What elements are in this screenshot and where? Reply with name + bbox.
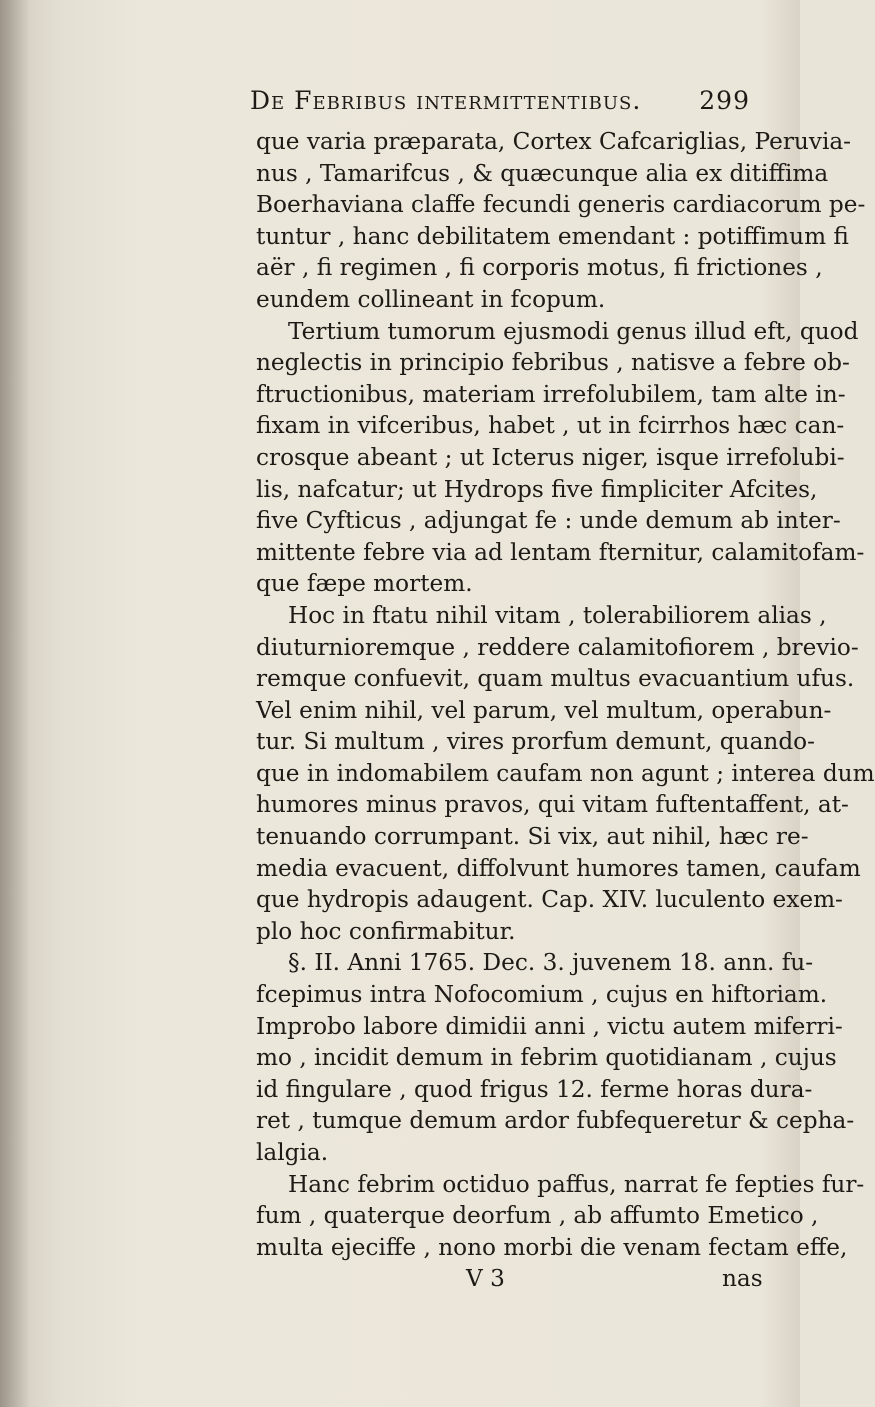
text-line: que varia præparata, Cortex Cafcariglias, Peruvia- [256,128,852,155]
page-footer [256,1263,776,1295]
text-line: que hydropis adaugent. Cap. XIV. luculento exem- [256,886,843,914]
text-line: lis, nafcatur; ut Hydrops five fimpliciter Afcites, [256,475,818,503]
page-number: 299 [699,86,750,115]
text-line: humores minus pravos, qui vitam fuftentaffent, at- [256,791,849,819]
text-line: tenuando corrumpant. Si vix, aut nihil, hæc re- [256,823,809,851]
running-header [250,86,750,115]
signature-mark: V 3 [466,1265,505,1293]
text-line: ftructionibus, materiam irrefolubilem, tam alte in- [256,380,846,408]
text-line: fcepimus intra Nofocomium , cujus en hiftoriam. [256,981,828,1009]
text-line: five Cyfticus , adjungat fe : unde demum ab inter- [256,507,841,535]
text-line: que in indomabilem caufam non agunt ; interea dum [256,759,875,787]
main-text [256,126,875,1295]
text-line: remque confuevit, quam multus evacuantium ufus. [256,665,855,693]
text-line: crosque abeant ; ut Icterus niger, isque irrefolubi- [256,443,845,471]
text-line: plo hoc confirmabitur. [256,917,516,945]
text-line: media evacuent, diffolvunt humores tamen, caufam [256,854,861,882]
running-title: De Febribus intermittentibus. [250,86,642,115]
text-line: que fæpe mortem. [256,570,473,598]
text-line: Improbo labore dimidii anni , victu autem miferri- [256,1012,843,1040]
text-line: tuntur , hanc debilitatem emendant : potiffimum fi [256,222,849,250]
text-line: mo , incidit demum in febrim quotidianam , cujus [256,1044,837,1072]
text-line: multa ejeciffe , nono morbi die venam fectam effe, [256,1233,848,1261]
text-line: id fingulare , quod frigus 12. ferme horas dura- [256,1075,813,1103]
text-line: ret , tumque demum ardor fubfequeretur & cepha- [256,1107,855,1135]
text-line: tur. Si multum , vires prorfum demunt, quando- [256,728,815,756]
text-line: Boerhaviana claffe fecundi generis cardiacorum pe- [256,191,866,219]
paragraph-start-line: Tertium tumorum ejusmodi genus illud eft, quod [288,317,859,345]
text-line: eundem collineant in fcopum. [256,285,606,313]
paragraph-start-line: §. II. Anni 1765. Dec. 3. juvenem 18. ann. fu- [288,949,814,977]
page-gutter-shadow [0,0,30,1407]
text-line: neglectis in principio febribus , natisve a febre ob- [256,349,850,377]
paragraph-start-line: Hanc febrim octiduo paffus, narrat fe fepties fur- [288,1170,865,1198]
text-line: fixam in vifceribus, habet , ut in fcirrhos hæc can- [256,412,845,440]
text-line: fum , quaterque deorfum , ab affumto Emetico , [256,1202,819,1230]
text-line: mittente febre via ad lentam fternitur, calamitofam- [256,538,865,566]
paragraph-start-line: Hoc in ftatu nihil vitam , tolerabiliorem alias , [288,601,827,629]
catchword: nas [722,1265,763,1293]
text-line: lalgia. [256,1139,329,1166]
text-line: nus , Tamarifcus , & quæcunque alia ex ditiffima [256,159,829,187]
text-line: Vel enim nihil, vel parum, vel multum, operabun- [256,696,832,724]
text-line: aër , fi regimen , fi corporis motus, fi frictiones , [256,254,823,282]
text-line: diuturnioremque , reddere calamitofiorem , brevio- [256,633,859,661]
